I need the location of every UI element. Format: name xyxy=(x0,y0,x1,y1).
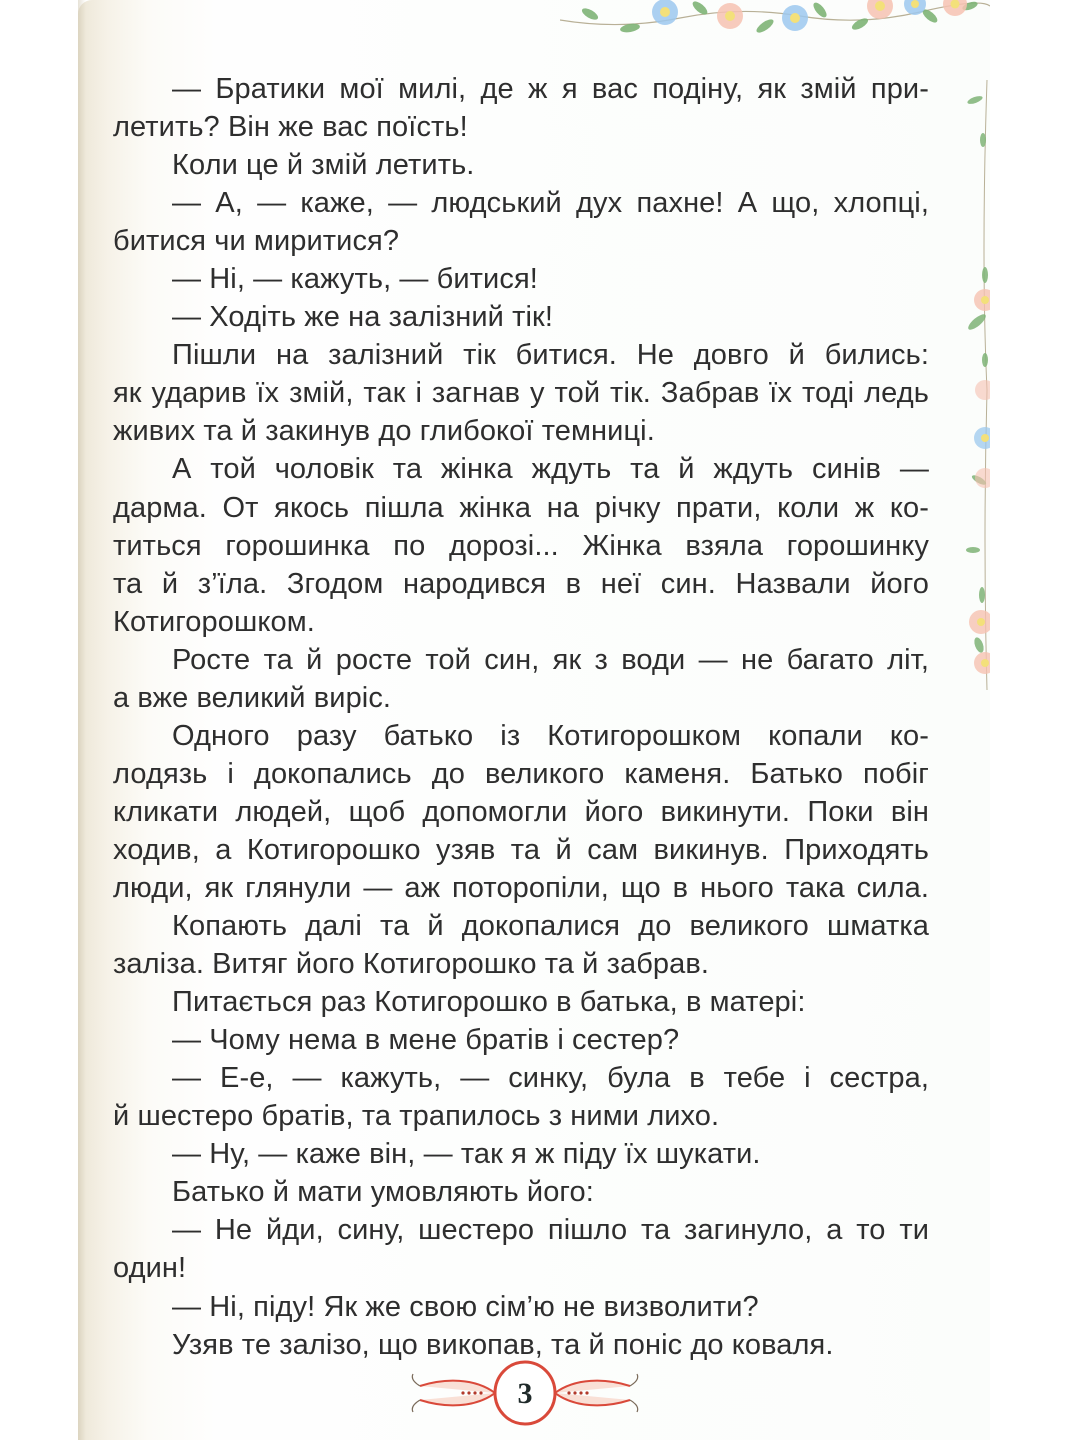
text-line: — Братики мої милі, де ж я вас подіну, як змій при- xyxy=(172,73,929,105)
text-line: Одного разу батько із Котигорошком копали ко- xyxy=(172,719,929,752)
text-line: й шестеро братів, та трапилось з ними лихо. xyxy=(113,1100,720,1133)
page-number: 3 xyxy=(517,1377,533,1410)
text-line: заліза. Витяг його Котигорошко та й забрав. xyxy=(113,948,710,981)
text-line: Пішли на залізний тік битися. Не довго й бились: xyxy=(172,339,929,372)
text-line: титься горошинка по дорозі... Жінка взяла горошинку xyxy=(113,529,929,562)
text-line: битися чи миритися? xyxy=(113,225,400,258)
text-line: Питається раз Котигорошко в батька, в матері: xyxy=(172,986,806,1019)
floral-garland-icon xyxy=(560,0,990,40)
text-line: та й з’їла. Згодом народився в неї син. Назвали його xyxy=(113,567,929,600)
text-line: — Не йди, сину, шестеро пішло та загинуло, а то ти xyxy=(172,1214,929,1247)
text-line: Коли це й змій летить. xyxy=(172,149,475,182)
text-line: — А, — каже, — людський дух пахне! А що, хлопці, xyxy=(172,187,929,220)
text-line: дарма. От якось пішла жінка на річку прати, коли ж ко- xyxy=(113,491,929,524)
text-line: — Ні, піду! Як же свою сім’ю не визволити? xyxy=(172,1290,759,1323)
text-line: А той чоловік та жінка ждуть та й ждуть синів — xyxy=(172,453,929,486)
page-edge-shadow xyxy=(78,0,86,1440)
text-line: — Ну, — каже він, — так я ж піду їх шукати. xyxy=(172,1138,761,1171)
text-line: — Е-е, — кажуть, — синку, була в тебе і сестра, xyxy=(172,1062,929,1095)
text-line: — Ходіть же на залізний тік! xyxy=(172,301,553,334)
text-line: кликати людей, щоб допомогли його викинути. Поки він xyxy=(113,795,929,828)
text-line: летить? Він же вас поїсть! xyxy=(113,111,468,144)
text-line: люди, як глянули — аж поторопіли, що в нього така сила. xyxy=(113,871,929,904)
story-text xyxy=(113,70,929,1364)
text-line: — Чому нема в мене братів і сестер? xyxy=(172,1024,680,1057)
text-line: як ударив їх змій, так і загнав у той тік. Забрав їх тоді ледь xyxy=(113,377,929,410)
text-line: — Ні, — кажуть, — битися! xyxy=(172,263,538,296)
text-line: а вже великий виріс. xyxy=(113,681,392,714)
text-line: ходив, а Котигорошко узяв та й сам викинув. Приходять xyxy=(113,833,929,866)
floral-vine-icon xyxy=(935,60,990,700)
text-line: лодязь і докопались до великого каменя. Батько побіг xyxy=(113,757,929,790)
text-line: живих та й закинув до глибокої темниці. xyxy=(113,415,655,448)
text-line: Копають далі та й докопалися до великого шматка xyxy=(172,910,929,943)
text-line: Росте та й росте той син, як з води — не багато літ, xyxy=(172,643,929,676)
text-line: Батько й мати умовляють його: xyxy=(172,1176,594,1209)
text-line: один! xyxy=(113,1252,187,1285)
text-line: Узяв те залізо, що викопав, та й поніс до коваля. xyxy=(172,1328,834,1361)
text-line: Котигорошком. xyxy=(113,605,315,638)
